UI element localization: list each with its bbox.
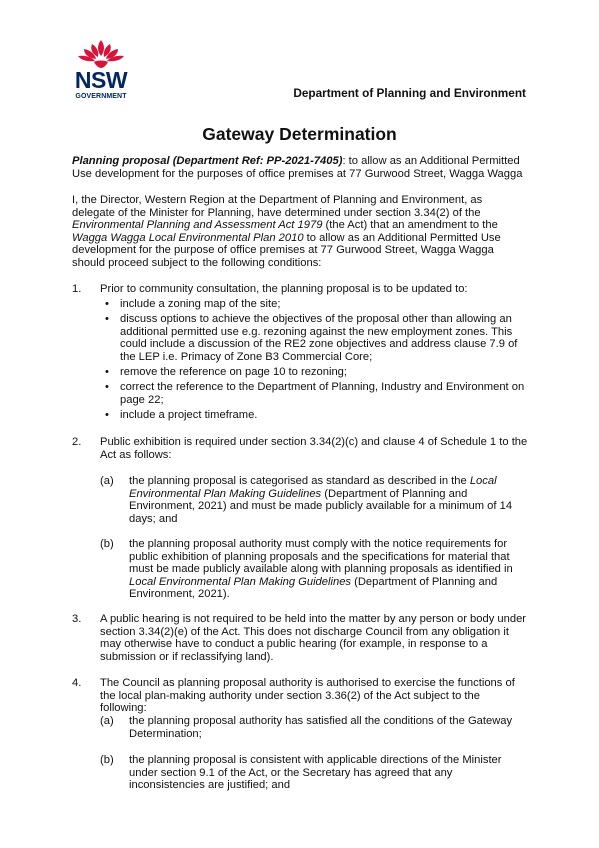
condition-text: Public exhibition is required under section 3.34(2)(c) and clause 4 of Schedule 1 to the Act as follows: <box>100 436 528 461</box>
logo-wordmark: NSW <box>74 67 128 93</box>
intro-paragraph <box>72 155 527 180</box>
lep-name: Wagga Wagga Local Environmental Plan 2010 <box>72 231 304 244</box>
determination-text-1: I, the Director, Western Region at the Department of Planning and Environment, as delegate of the Minister for Planning, have determined under section 3.34(2) of the <box>72 194 483 219</box>
bullet-item: • discuss options to achieve the objectives of the proposal other than allowing an additional permitted use e.g. rezoning against the new employment zones. This could include a discussion of the RE2 zone objectives and address clause 7.9 of the LEP i.e. Primacy of Zone B3 Commercial Core; <box>104 313 528 363</box>
determination-paragraph <box>72 194 527 270</box>
bullet-item: • correct the reference to the Department of Planning, Industry and Environment on page 22; <box>104 381 528 406</box>
condition-number: 4. <box>72 677 82 689</box>
condition-number: 2. <box>72 436 82 448</box>
sub-text: the planning proposal authority has satisfied all the conditions of the Gateway Determination; <box>129 715 513 740</box>
bullet-item: • include a project timeframe. <box>104 409 528 422</box>
intro-text: : to allow as an Additional Permitted Use development for the purposes of office premises at 77 Gurwood Street, Wagga Wagga <box>72 155 523 180</box>
sub-label: (a) <box>100 715 114 727</box>
determination-text-2: (the Act) that an amendment to the <box>322 219 498 232</box>
sub-text: the planning proposal authority must comply with the notice requirements for public exhibition of planning proposals and the specifications for material that must be made publicly available along with planning proposals as identified in Local Environmental Plan Making Guidelines (Department of Planning and Environment, 2021). <box>129 538 513 601</box>
sub-text: the planning proposal is categorised as standard as described in the Local Environmental Plan Making Guidelines (Department of Planning and Environment, 2021) and must be made publicly available for a minimum of 14 days; and <box>129 475 513 525</box>
act-name: Environmental Planning and Assessment Act 1979 <box>72 219 323 232</box>
sub-text: the planning proposal is consistent with applicable directions of the Minister under section 9.1 of the Act, or the Secretary has agreed that any inconsistencies are justified; and <box>129 754 502 792</box>
condition-number: 1. <box>72 283 82 295</box>
condition-number: 3. <box>72 613 82 625</box>
proposal-reference: Planning proposal (Department Ref: PP-2021-7405) <box>72 155 343 167</box>
condition-1-bullet-list <box>104 298 528 424</box>
condition-text: A public hearing is not required to be held into the matter by any person or body under section 3.34(2)(e) of the Act. This does not discharge Council from any obligation it may otherwise have to conduct a public hearing (for example, in response to a submission or if reclassifying land). <box>100 613 527 663</box>
determination-text-3: to allow as an Additional Permitted Use development for the purpose of office premises at 77 Gurwood Street, Wagga Wagga should proceed subject to the following conditions: <box>72 231 501 269</box>
department-name: Department of Planning and Environment <box>293 86 526 100</box>
page-title: Gateway Determination <box>202 124 397 144</box>
bullet-item: • include a zoning map of the site; <box>104 298 528 311</box>
condition-text: The Council as planning proposal authority is authorised to exercise the functions of the local plan-making authority under section 3.36(2) of the Act subject to the following: <box>100 677 515 715</box>
bullet-item: • remove the reference on page 10 to rezoning; <box>104 366 528 379</box>
condition-text: Prior to community consultation, the planning proposal is to be updated to: <box>100 283 468 295</box>
logo-subtitle: GOVERNMENT <box>75 93 127 100</box>
sub-label: (b) <box>100 538 114 550</box>
sub-label: (a) <box>100 475 114 487</box>
nsw-government-logo <box>70 38 132 106</box>
sub-label: (b) <box>100 754 114 766</box>
waratah-icon <box>70 38 132 70</box>
